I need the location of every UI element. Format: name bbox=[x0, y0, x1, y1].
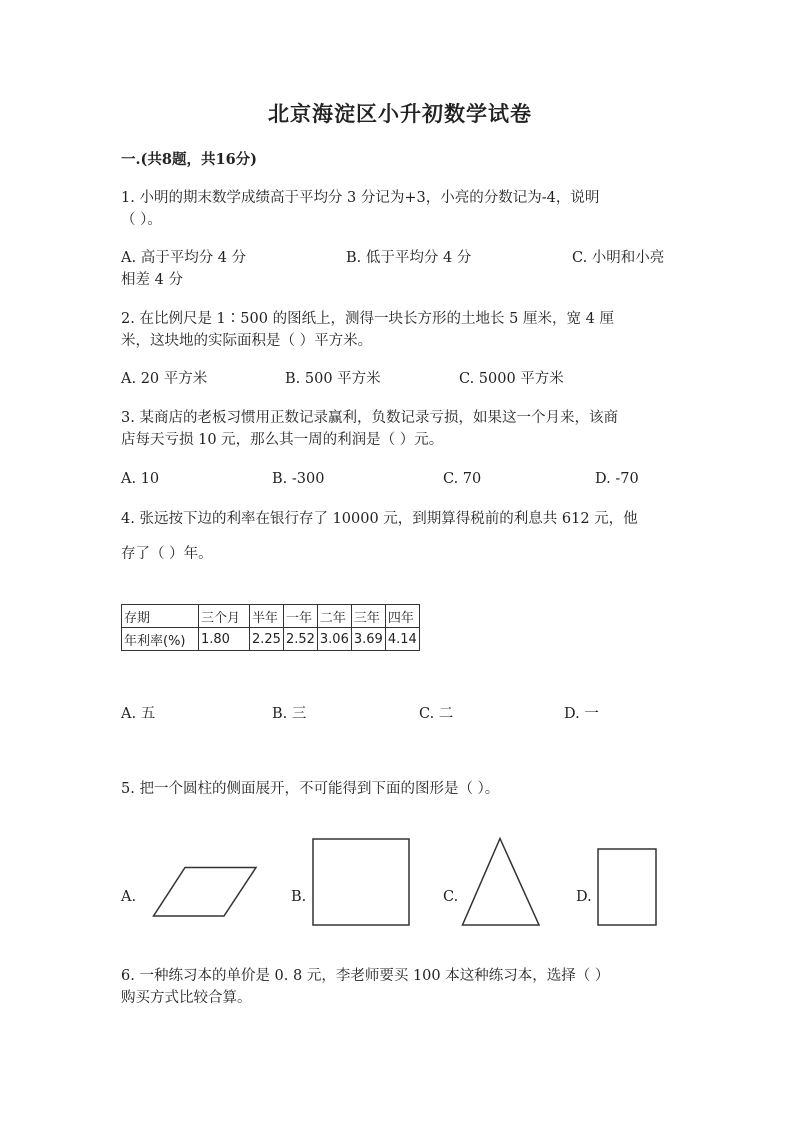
q4-option-c: C. 二 bbox=[419, 706, 454, 722]
q4-option-d: D. 一 bbox=[564, 706, 599, 722]
table-cell: 存期 bbox=[122, 605, 199, 628]
table-cell: 三年 bbox=[351, 605, 385, 628]
q4-option-a: A. 五 bbox=[121, 706, 156, 722]
q1-option-b: B. 低于平均分 4 分 bbox=[346, 250, 472, 266]
q1-option-a: A. 高于平均分 4 分 bbox=[121, 250, 247, 266]
table-cell: 半年 bbox=[250, 605, 284, 628]
q1-option-c: C. 小明和小亮 bbox=[572, 250, 665, 266]
q4-text-line1: 4. 张远按下边的利率在银行存了 10000 元，到期算得税前的利息共 612 元，他 bbox=[121, 511, 638, 527]
q6-text-line2: 购买方式比较合算。 bbox=[121, 990, 252, 1006]
q1-text-line1: 1. 小明的期末数学成绩高于平均分 3 分记为+3，小亮的分数记为-4，说明 bbox=[121, 190, 600, 206]
table-cell: 4.14 bbox=[385, 628, 419, 651]
q3-text-line2: 店每天亏损 10 元，那么其一周的利润是（ ）元。 bbox=[121, 432, 444, 448]
q1-option-c-continued: 相差 4 分 bbox=[121, 272, 183, 288]
table-cell: 2.25 bbox=[250, 628, 284, 651]
q5-text-line1: 5. 把一个圆柱的侧面展开，不可能得到下面的图形是（ ）。 bbox=[121, 781, 500, 797]
parallelogram-figure bbox=[152, 866, 260, 918]
table-cell: 3.06 bbox=[317, 628, 351, 651]
q5-option-a: A. bbox=[121, 889, 137, 905]
table-cell: 二年 bbox=[317, 605, 351, 628]
table-cell: 年利率(%) bbox=[122, 628, 199, 651]
table-cell: 三个月 bbox=[199, 605, 250, 628]
q1-text-line2: （ ）。 bbox=[121, 212, 162, 228]
q3-option-c: C. 70 bbox=[443, 471, 482, 487]
q5-option-d: D. bbox=[576, 889, 592, 905]
section-heading: 一.(共8题，共16分) bbox=[121, 151, 258, 168]
table-row bbox=[122, 628, 420, 651]
q5-option-c: C. bbox=[443, 889, 459, 905]
page-title: 北京海淀区小升初数学试卷 bbox=[268, 101, 532, 126]
q2-option-a: A. 20 平方米 bbox=[121, 371, 208, 387]
square-figure bbox=[312, 838, 410, 926]
q4-option-b: B. 三 bbox=[272, 706, 307, 722]
triangle-figure bbox=[461, 837, 541, 927]
q2-text-line2: 米，这块地的实际面积是（ ）平方米。 bbox=[121, 333, 373, 349]
table-cell: 一年 bbox=[283, 605, 317, 628]
q3-text-line1: 3. 某商店的老板习惯用正数记录赢利，负数记录亏损，如果这一个月来，该商 bbox=[121, 410, 618, 426]
table-header-row bbox=[122, 605, 420, 628]
q3-option-a: A. 10 bbox=[121, 471, 160, 487]
q6-text-line1: 6. 一种练习本的单价是 0. 8 元，李老师要买 100 本这种练习本，选择（ ） bbox=[121, 968, 610, 984]
q3-option-d: D. -70 bbox=[595, 471, 639, 487]
rectangle-figure bbox=[597, 848, 657, 926]
q2-text-line1: 2. 在比例尺是 1∶500 的图纸上，测得一块长方形的土地长 5 厘米，宽 4 厘 bbox=[121, 311, 614, 327]
q3-option-b: B. -300 bbox=[272, 471, 325, 487]
table-cell: 1.80 bbox=[199, 628, 250, 651]
table-cell: 3.69 bbox=[351, 628, 385, 651]
table-cell: 四年 bbox=[385, 605, 419, 628]
table-cell: 2.52 bbox=[283, 628, 317, 651]
q2-option-c: C. 5000 平方米 bbox=[459, 371, 564, 387]
q5-option-b: B. bbox=[291, 889, 307, 905]
interest-rate-table bbox=[121, 604, 420, 651]
q2-option-b: B. 500 平方米 bbox=[285, 371, 381, 387]
q4-text-line2: 存了（ ）年。 bbox=[121, 546, 213, 562]
